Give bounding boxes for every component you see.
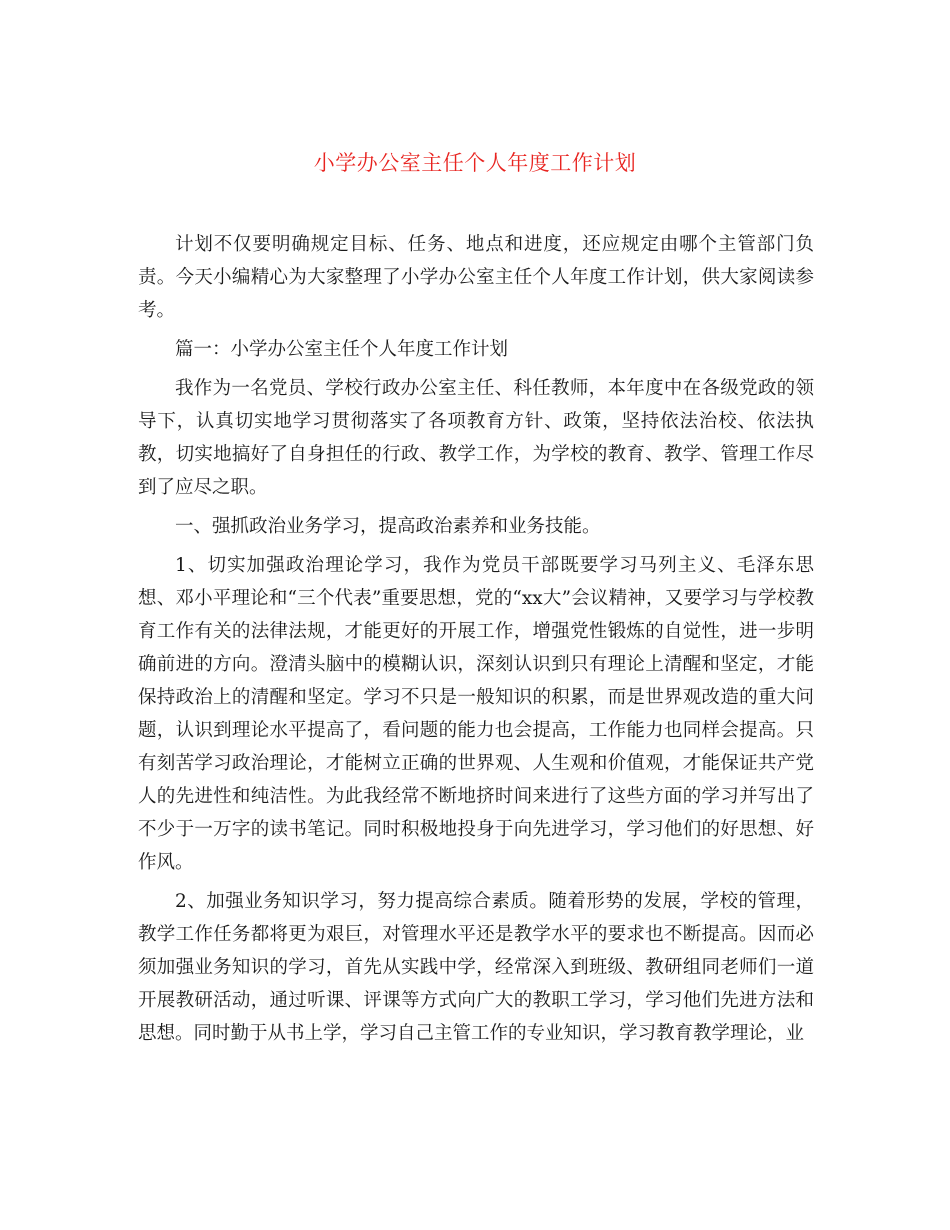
opening-paragraph: 我作为一名党员、学校行政办公室主任、科任教师，本年度中在各级党政的领导下，认真切实地学习贯彻落实了各项教育方针、政策，坚持依法治校、依法执教，切实地搞好了自身担任的行政、教学工作，为学校的教育、教学、管理工作尽到了应尽之职。 <box>138 378 814 498</box>
point-two-paragraph: 2、加强业务知识学习，努力提高综合素质。随着形势的发展，学校的管理，教学工作任务都将更为艰巨，对管理水平还是教学水平的要求也不断提高。因而必须加强业务知识的学习，首先从实践中学，经常深入到班级、教研组同老师们一道开展教研活动，通过听课、评课等方式向广大的教职工学习，学习他们先进方法和思想。同时勤于从书上学，学习自己主管工作的专业知识，学习教育教学理论，业 <box>138 891 814 1044</box>
point-one-paragraph: 1、切实加强政治理论学习，我作为党员干部既要学习马列主义、毛泽东思想、邓小平理论和“三个代表”重要思想，党的“xx大”会议精神，又要学习与学校教育工作有关的法律法规，才能更好的开展工作，增强党性锻炼的自觉性，进一步明确前进的方向。澄清头脑中的模糊认识，深刻认识到只有理论上清醒和坚定，才能保持政治上的清醒和坚定。学习不只是一般知识的积累，而是世界观改造的重大问题，认识到理论水平提高了，看问题的能力也会提高，工作能力也同样会提高。只有刻苦学习政治理论，才能树立正确的世界观、人生观和价值观，才能保证共产党人的先进性和纯洁性。为此我经常不断地挤时间来进行了这些方面的学习并写出了不少于一万字的读书笔记。同时积极地投身于向先进学习，学习他们的好思想、好作风。 <box>138 555 814 873</box>
intro-paragraph: 计划不仅要明确规定目标、任务、地点和进度，还应规定由哪个主管部门负责。今天小编精心为大家整理了小学办公室主任个人年度工作计划，供大家阅读参考。 <box>138 234 814 321</box>
document-body <box>138 228 814 1056</box>
section-heading-part-one: 篇一：小学办公室主任个人年度工作计划 <box>175 339 509 360</box>
document-title: 小学办公室主任个人年度工作计划 <box>313 151 637 175</box>
section-heading-one: 一、强抓政治业务学习，提高政治素养和业务技能。 <box>175 516 601 537</box>
